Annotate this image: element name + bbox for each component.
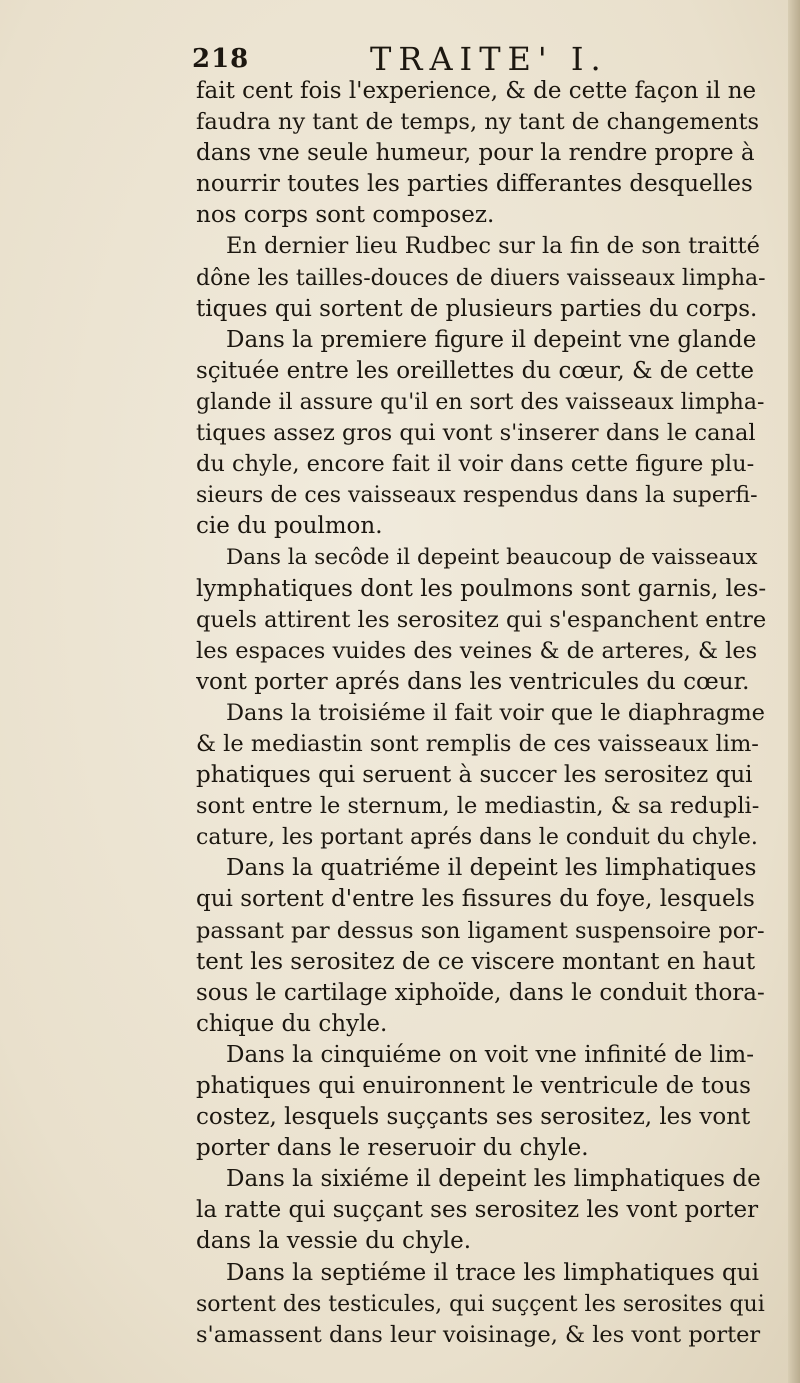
text-line: vont porter aprés dans les ventricules du cœur. [196,668,750,695]
text-line: dans vne seule humeur, pour la rendre propre à [196,140,755,167]
text-line: Dans la cinquiéme on voit vne infinité de lim- [226,1041,754,1068]
text-line: sçituée entre les oreillettes du cœur, & de cette [196,357,755,384]
text-line: cature, les portant aprés dans le conduit du chyle. [196,825,758,851]
text-line: s'amassent dans leur voisinage, & les vont porter [196,1321,761,1348]
text-line: lymphatiques dont les poulmons sont garnis, les- [196,575,766,602]
text-line: fait cent fois l'experience, & de cette façon il ne [196,78,757,104]
page-number: 218 [192,44,250,74]
text-line: cie du poulmon. [196,513,383,540]
text-line: dône les tailles-douces de diuers vaisseaux limpha- [196,265,766,291]
text-line: dans la vessie du chyle. [196,1228,472,1255]
text-line: phatiques qui seruent à succer les serositez qui [196,762,753,789]
text-line: sieurs de ces vaisseaux respendus dans la superfi- [196,483,758,509]
body-text [196,76,766,1351]
text-line: phatiques qui enuironnent le ventricule de tous [196,1073,751,1099]
text-line: les espaces vuides des veines & de arteres, & les [196,637,758,664]
text-line: chique du chyle. [196,1010,388,1037]
text-line: & le mediastin sont remplis de ces vaisseaux lim- [196,730,759,757]
page-header [192,40,772,80]
text-line: glande il assure qu'il en sort des vaisseaux limpha- [196,389,765,415]
text-line: En dernier lieu Rudbec sur la fin de son traitté [226,233,760,260]
text-line: costez, lesquels suççants ses serositez, les vont [196,1104,751,1131]
text-line: sortent des testicules, qui suççent les serosites qui [196,1291,765,1317]
text-line: quels attirent les serositez qui s'espanchent entre [196,606,766,633]
text-line: Dans la premiere figure il depeint vne glande [226,326,757,353]
text-line: Dans la quatriéme il depeint les limphatiques [226,855,757,882]
text-line: tent les serositez de ce viscere montant en haut [196,948,756,975]
page-edge-shadow [788,0,800,1383]
text-line: nos corps sont composez. [196,202,495,229]
text-line: tiques assez gros qui vont s'inserer dans le canal [196,420,756,447]
text-line: tiques qui sortent de plusieurs parties du corps. [196,295,758,322]
text-line: nourrir toutes les parties differantes desquelles [196,171,753,198]
text-line: faudra ny tant de temps, ny tant de changements [196,109,760,136]
text-line: Dans la sixiéme il depeint les limphatiques de [226,1166,761,1193]
text-line: du chyle, encore fait il voir dans cette figure plu- [196,451,755,478]
text-line: sont entre le sternum, le mediastin, & sa redupli- [196,793,760,820]
text-line: Dans la troisiéme il fait voir que le diaphragme [226,699,766,726]
text-line: Dans la secôde il depeint beaucoup de vaisseaux [226,545,758,571]
text-line: porter dans le reseruoir du chyle. [196,1135,589,1162]
text-line: Dans la septiéme il trace les limphatiques qui [226,1259,759,1286]
text-line: qui sortent d'entre les fissures du foye, lesquels [196,886,755,913]
text-line: sous le cartilage xiphoïde, dans le conduit thora- [196,979,765,1006]
text-line: passant par dessus son ligament suspensoire por- [196,917,765,944]
running-title: TRAITE' I. [370,40,608,78]
text-line: la ratte qui suççant ses serositez les vont porter [196,1197,759,1224]
